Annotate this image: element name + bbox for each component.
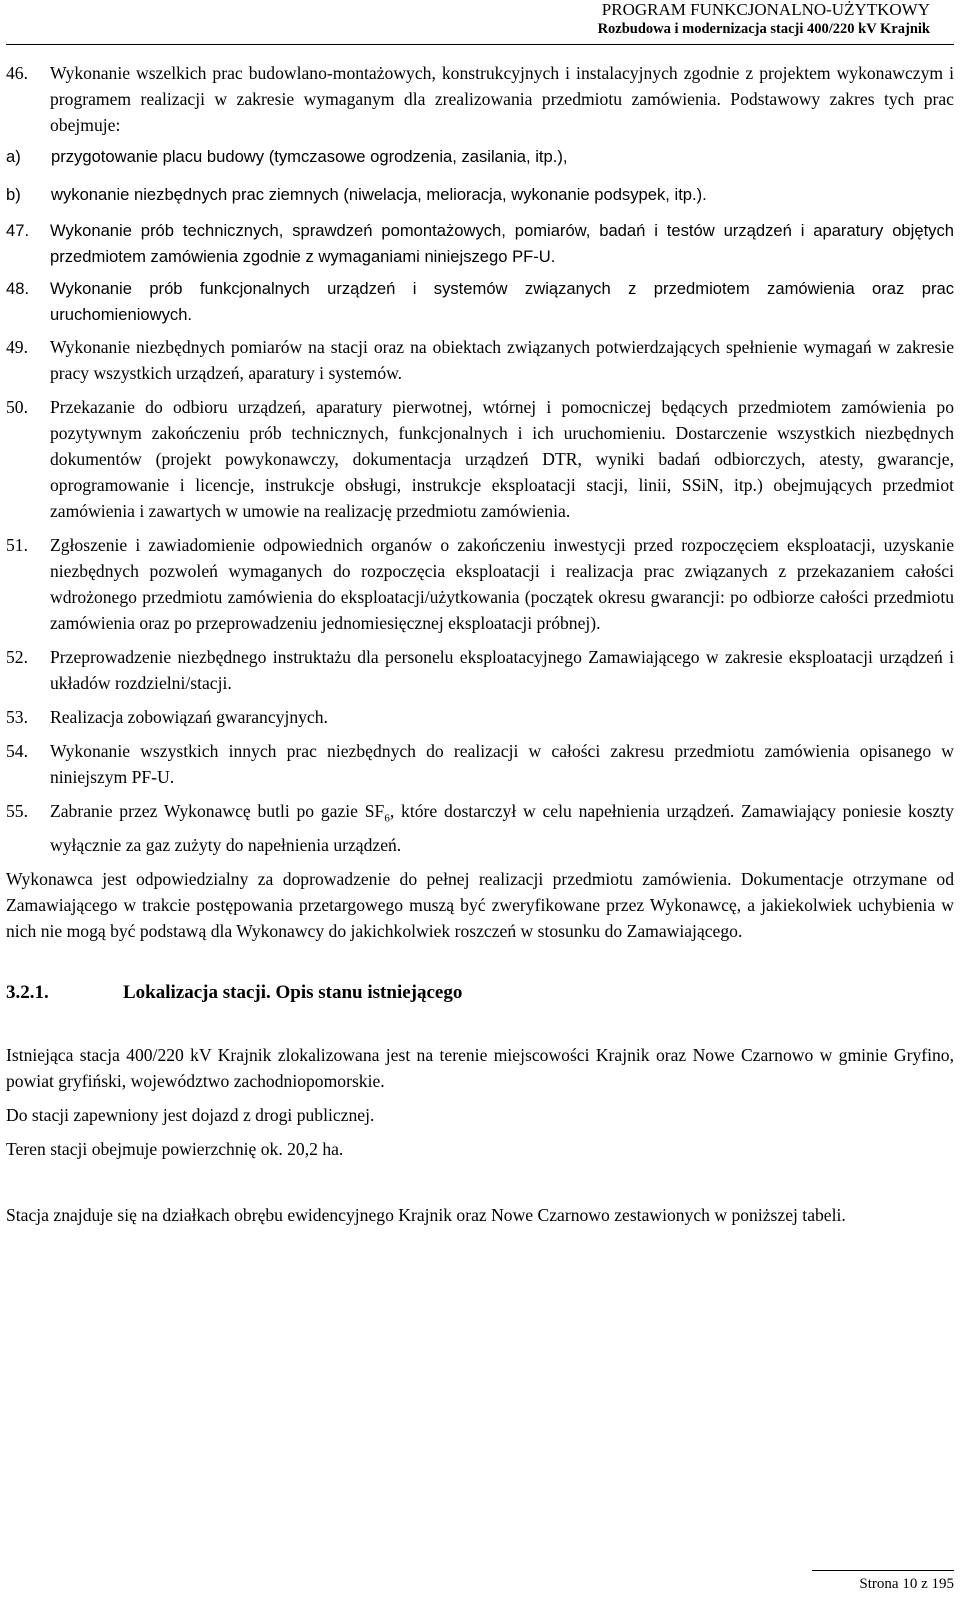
section-number: 3.2.1. xyxy=(6,981,49,1003)
paragraph: Istniejąca stacja 400/220 kV Krajnik zlokalizowana jest na terenie miejscowości Krajnik oraz Nowe Czarnowo w gminie Gryfino, powiat gryfiński, województwo zachodniopomorskie. xyxy=(6,1044,954,1091)
subscript: 6 xyxy=(384,812,390,825)
list-item xyxy=(6,334,954,386)
list-item-text: Wykonanie prób technicznych, sprawdzeń pomontażowych, pomiarów, badań i testów urządzeń i aparatury objętych przedmiotem zamówienia zgodnie z wymaganiami niniejszego PF-U. xyxy=(50,221,954,266)
list-item-number: 54. xyxy=(6,741,28,761)
list-item-text: Wykonanie wszystkich innych prac niezbędnych do realizacji w całości zakresu przedmiotu zamówienia opisanego w niniejszym PF-U. xyxy=(50,741,954,787)
header-divider xyxy=(6,44,954,45)
sub-list-item-label: b) xyxy=(6,185,21,204)
list-item-text: Wykonanie niezbędnych pomiarów na stacji oraz na obiektach związanych potwierdzających spełnienie wymagań w zakresie pracy wszystkich urządzeń, aparatury i systemów. xyxy=(50,337,954,383)
list-item-text: Wykonanie wszelkich prac budowlano-montażowych, konstrukcyjnych i instalacyjnych zgodnie z projektem wykonawczym i programem realizacji w zakresie wymaganym dla zrealizowania przedmiotu zamówienia. Podstawowy zakres tych prac obejmuje: xyxy=(50,63,954,135)
list-item-number: 47. xyxy=(6,221,30,240)
list-item-number: 51. xyxy=(6,535,28,555)
sub-list-item-label: a) xyxy=(6,147,21,166)
page-header xyxy=(330,0,930,38)
list-item-number: 48. xyxy=(6,279,30,298)
section-heading xyxy=(6,980,954,1006)
sub-list-item-text: wykonanie niezbędnych prac ziemnych (niwelacja, melioracja, wykonanie podsypek, itp.). xyxy=(51,185,707,204)
paragraph: Teren stacji obejmuje powierzchnię ok. 20,2 ha. xyxy=(6,1138,344,1159)
list-item-number: 46. xyxy=(6,63,28,83)
page-number: Strona 10 z 195 xyxy=(859,1576,954,1592)
sub-list-item xyxy=(6,144,954,170)
sub-list-item xyxy=(6,182,954,208)
list-item-text: Zgłoszenie i zawiadomienie odpowiednich organów o zakończeniu inwestycji przed rozpoczęciem eksploatacji, uzyskanie niezbędnych pozwoleń wymaganych do rozpoczęcia eksploatacji i realizacja prac związanych z przekazaniem całości wdrożonego przedmiotu zamówienia do eksploatacji/użytkowania (początek okresu gwarancji: po odbiorze całości przedmiotu zamówienia oraz po przeprowadzeniu jednomiesięcznej eksploatacji próbnej). xyxy=(50,535,954,633)
paragraph: Stacja znajduje się na działkach obrębu ewidencyjnego Krajnik oraz Nowe Czarnowo zestawionych w poniższej tabeli. xyxy=(6,1204,846,1225)
list-item xyxy=(6,738,954,790)
list-item-text: Zabranie przez Wykonawcę butli po gazie $SF_6$, które dostarczył w celu napełnienia urządzeń. Zamawiający poniesie koszty wyłącznie za gaz zużyty do napełnienia urządzeń. xyxy=(50,801,954,855)
list-item xyxy=(6,394,954,524)
list-item-text: Przeprowadzenie niezbędnego instruktażu dla personelu eksploatacyjnego Zamawiającego w zakresie eksploatacji urządzeń i układów rozdzielni/stacji. xyxy=(50,647,954,693)
closing-paragraph: Wykonawca jest odpowiedzialny za doprowadzenie do pełnej realizacji przedmiotu zamówienia. Dokumentacje otrzymane od Zamawiającego w trakcie postępowania przetargowego muszą być zweryfikowane przez Wykonawcę, a jakiekolwiek uchybienia w nich nie mogą być podstawą dla Wykonawcy do jakichkolwiek roszczeń w stosunku do Zamawiającego. xyxy=(6,868,954,941)
list-item-number: 53. xyxy=(6,707,28,727)
list-item-text: Przekazanie do odbioru urządzeń, aparatury pierwotnej, wtórnej i pomocniczej będących przedmiotem zamówienia po pozytywnym zakończeniu prób technicznych, funkcjonalnych i ich uruchomieniu. Dostarczenie wszystkich niezbędnych dokumentów (projekt powykonawczy, dokumentacja urządzeń DTR, wyniki badań odbiorczych, atesty, gwarancje, oprogramowanie i licencje, instrukcje obsługi, instrukcje eksploatacji stacji, linii, SSiN, itp.) obejmujących przedmiot zamówienia i zawartych w umowie na realizację przedmiotu zamówienia. xyxy=(50,397,954,521)
list-item xyxy=(6,644,954,696)
section-title: Lokalizacja stacji. Opis stanu istniejącego xyxy=(123,981,463,1003)
list-item-text: Wykonanie prób funkcjonalnych urządzeń i systemów związanych z przedmiotem zamówienia oraz prac uruchomieniowych. xyxy=(50,279,954,324)
list-item-number: 55. xyxy=(6,801,28,821)
list-item xyxy=(6,532,954,636)
list-item-number: 52. xyxy=(6,647,28,667)
paragraph: Do stacji zapewniony jest dojazd z drogi publicznej. xyxy=(6,1104,375,1125)
list-item xyxy=(6,276,954,328)
list-item xyxy=(6,60,954,138)
list-item xyxy=(6,798,954,858)
header-subtitle: Rozbudowa i modernizacja stacji 400/220 kV Krajnik xyxy=(597,21,930,37)
header-title: PROGRAM FUNKCJONALNO-UŻYTKOWY xyxy=(601,0,930,19)
list-item-number: 49. xyxy=(6,337,28,357)
page-footer xyxy=(6,1570,954,1595)
sub-list-item-text: przygotowanie placu budowy (tymczasowe ogrodzenia, zasilania, itp.), xyxy=(51,147,568,166)
list-item xyxy=(6,704,954,730)
page-content xyxy=(6,60,954,1228)
list-item-text: Realizacja zobowiązań gwarancyjnych. xyxy=(50,707,328,727)
list-item xyxy=(6,218,954,270)
list-item-number: 50. xyxy=(6,397,28,417)
footer-divider xyxy=(812,1570,954,1571)
